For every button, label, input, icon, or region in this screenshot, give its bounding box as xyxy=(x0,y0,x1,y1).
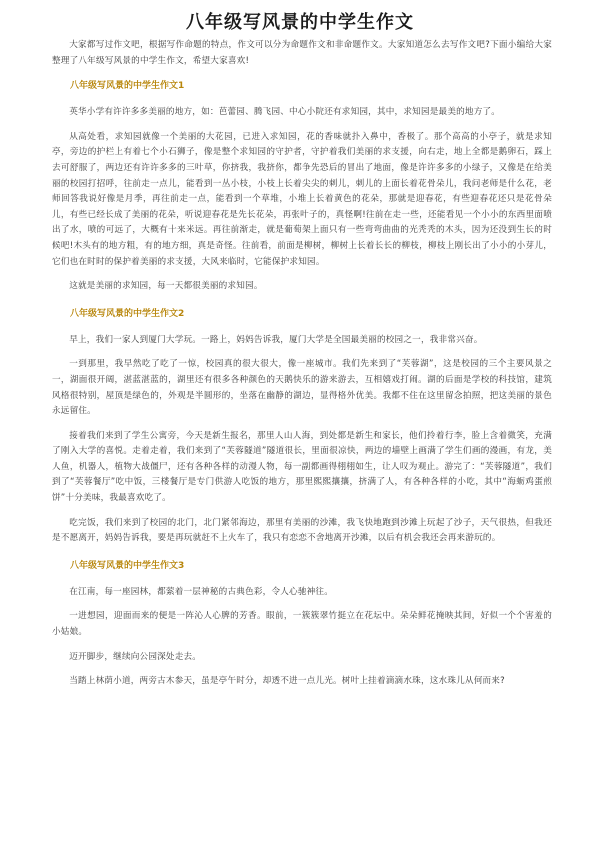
section-heading: 八年级写风景的中学生作文3 xyxy=(70,560,185,571)
paragraph: 从高处看，求知园就像一个美丽的大花园，已进入求知园，花的香味就扑入鼻中，香极了。那个高高的小亭子，就是求知亭，旁边的护栏上有着七个小石狮子，像是整个求知园的守护者，守护着我们美丽的求支援，向右走，地上全都是鹅卵石，踩上去可舒服了，两边还有许许多多的三叶草，你挤我，我挤你，都争先恐后的冒出了地面，像是许许多多的小绿子，又像是在给美丽的校园打招呼，往前走一点儿，能看到一丛小枝，小枝上长着尖尖的刺儿，刺儿的上面长着花骨朵儿，我问老师是什么花，老师回答我说好像是月季，再往前走一点，能看到一个草堆，小堆上长着黄色的花朵，那就是迎春花，有些迎春花还只是花骨朵儿，有些已经长成了美丽的花朵，听说迎春花是先长花朵，再张叶子的，真怪啊!往前在走一些，还能看见一个小小的东西里面喷出了水，喷的可远了，大概有十来米远。再往前渐走，就是葡萄架上面只有一些弯弯曲曲的光秃秃的木头，因为还没到生长的时候吧!木头有的地方粗，有的地方细，真是奇怪。往前看，前面是柳树，柳树上长着长长的柳枝，柳枝上刚长出了小小的小芽儿，它们也在时时的保护着美丽的求支援，大风来临时，它能保护求知园。 xyxy=(52,131,552,267)
paragraph: 一到那里，我早然吃了吃了一惊，校园真的很大很大，像一座城市。我们先来到了“芙蓉湖”，这是校园的三个主要风景之一，湖面很开阔，湛蓝湛蓝的，湖里还有很多各种颜色的天鹅快乐的游来游去，互相嬉戏打闹。湖的后面是学校的科技馆，建筑风格很特别，屋顶是绿色的，外观是半圆形的，坐落在幽静的湖边，显得格外优美。我都不住在这里留念拍照，把这美丽的景色永远留住。 xyxy=(52,359,552,417)
essay-section-3 xyxy=(52,559,552,690)
essay-section-1 xyxy=(52,79,552,295)
paragraph: 这就是美丽的求知园，每一天都很美丽的求知园。 xyxy=(69,281,263,292)
page-title: 八年级写风景的中学生作文 xyxy=(186,12,414,33)
essay-section-2 xyxy=(52,307,552,547)
paragraph: 当踏上林荫小道，两旁古木参天，虽是亭午时分，却透不进一点儿光。树叶上挂着滴滴水珠，这水珠儿从何而来? xyxy=(69,676,505,687)
section-heading: 八年级写风景的中学生作文2 xyxy=(70,308,185,319)
article-body xyxy=(52,38,552,699)
paragraph: 早上，我们一家人到厦门大学玩。一路上，妈妈告诉我，厦门大学是全国最美丽的校园之一，我非常兴奋。 xyxy=(69,334,483,345)
paragraph: 一进想园，迎面而来的便是一阵沁人心脾的芳香。眼前，一簇簇翠竹挺立在花坛中。朵朵鲜花掩映其间，好似一个个害羞的小姑娘。 xyxy=(52,611,552,638)
paragraph: 吃完饭，我们来到了校园的北门，北门紧邻海边，那里有美丽的沙滩，我飞快地跑到沙滩上玩起了沙子，天气很热，但我还是不愿离开，妈妈告诉我，要是再玩就赶不上火车了，我只有恋恋不舍地离开沙滩，以后有机会我还会再来游玩的。 xyxy=(52,517,552,544)
intro-paragraph: 大家都写过作文吧，根据写作命题的特点，作文可以分为命题作文和非命题作文。大家知道怎么去写作文吧?下面小编给大家整理了八年级写风景的中学生作文，希望大家喜欢! xyxy=(52,40,552,66)
section-heading: 八年级写风景的中学生作文1 xyxy=(70,81,185,92)
paragraph: 在江南，每一座园林，都萦着一层神秘的古典色彩，令人心驰神往。 xyxy=(69,586,334,597)
paragraph: 接着我们来到了学生公寓旁，今天是新生报名，那里人山人海，到处都是新生和家长，他们拎着行李，脸上含着微笑，充满了刚入大学的喜悦。走着走着，我们来到了“芙蓉隧道”隧道很长，里面很凉快，两边的墙壁上画满了学生们画的漫画，有龙，美人鱼，机器人，植物大战僵尸，还有各种各样的动漫人物，每一副都画得栩栩如生，让人叹为观止。游完了：“芙蓉隧道”，我们到了“芙蓉餐厅”吃中饭，三楼餐厅是专门供游人吃饭的地方，那里熙熙攘攘，挤满了人，有各种各样的小吃，其中“海蛎鸡蛋煎饼”十分美味，我最喜欢吃了。 xyxy=(52,430,552,504)
paragraph: 英华小学有许许多多美丽的地方，如：芭蕾园、腾飞园、中心小院还有求知园，其中，求知园是最美的地方了。 xyxy=(69,107,501,118)
paragraph: 迈开脚步，继续向公园深处走去。 xyxy=(69,651,202,662)
